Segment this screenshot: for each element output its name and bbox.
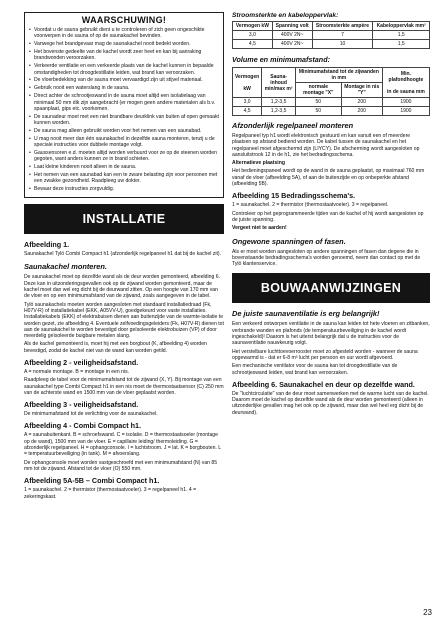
montage-paragraph: Als de kachel gemonteerd is, moet hij met een borgbout (K, afbeelding 4) worden bevestigd, zodat de kachel niet van de wand kan worden getild.: [24, 341, 207, 354]
table-cell: 4,5: [233, 40, 273, 49]
warning-item: • Het bovenste gedeelte van de kachel wordt zeer heet en kan bij aanraking brandwonden veroorzaken.: [29, 49, 219, 62]
table-cell: 1900: [382, 107, 429, 116]
table-cell: 10: [312, 40, 373, 49]
volume-caption: Volume en minimumafstand:: [232, 55, 330, 64]
bold-note-text: Vergeet niet te aarden!: [232, 225, 287, 232]
warning-title: WAARSCHUWING!: [81, 15, 167, 25]
header-text: Min. plafondhoogte: [388, 70, 424, 83]
warning-list: [29, 27, 219, 193]
table-cell: 3,0: [233, 31, 273, 40]
warning-box: [24, 12, 224, 198]
ongewone-heading: Ongewone spanningen of fasen.: [232, 236, 346, 246]
table-header: Montage in nis "Y": [341, 83, 382, 98]
warning-item: • Direct achter de schrootjeswand in de sauna moet altijd een isolatielaag van minimaal 50 mm dik zijn aangebracht (er mogen geen andere materialen als b.v. spaanplaat, gips etc. voorkomen.: [29, 93, 219, 112]
installatie-banner: INSTALLATIE: [24, 204, 224, 234]
table-cell: 1,5: [373, 31, 430, 40]
table-header: Spanning volt: [272, 22, 312, 31]
warning-item: • Bewaar deze instructies zorgvuldig.: [29, 186, 219, 192]
afb15-text: 1 = saunakachel. 2 = thermistor (thermostaatvoeler). 3 = regelpaneel.: [232, 202, 389, 209]
afb5-text: 1 = saunakachel. 2 = thermistor (thermostaatvoeler). 3 = regelpaneel h1. 4 = zekeringskast.: [24, 487, 197, 500]
page-number: 23: [423, 608, 432, 617]
table-cell: 50: [296, 107, 342, 116]
volume-table: [232, 67, 430, 116]
afb2-heading: Afbeelding 2 - veiligheidsafstand.: [24, 358, 139, 367]
warning-item: • De saunadeur moet met een niet brandbare deurklink van buiten af open gemaakt kunnen worden.: [29, 114, 219, 127]
table-row: [233, 40, 430, 49]
table-header: Minimumafstand tot de zijwanden in mm: [296, 68, 383, 83]
alt-heading-text: Alternatieve plaatsing: [232, 160, 285, 167]
warning-item: • Vanwege het brandgevaar mag de saunakachel nooit bedekt worden.: [29, 41, 219, 47]
table-header: Kabeloppervlak mm²: [373, 22, 430, 31]
warning-item: • De vloerbedekking van de sauna moet vervaardigd zijn uit stijvel materiaal.: [29, 77, 219, 83]
warning-item: • Verkeerde ventilatie en een verkeerde plaats van de kachel kunnen in bepaalde omstandigheden tot droogdestillatie leiden, wat brand kan veroorzaken.: [29, 63, 219, 76]
table-cell: 400V 2N~: [272, 31, 312, 40]
table-cell: 1900: [382, 98, 429, 107]
table-cell: 400V 2N~: [272, 40, 312, 49]
afb15-paragraph: Controleer op het geprogrammeerde tijden van de kachel of hij wordt aangesloten op de juiste spanning.: [232, 210, 424, 223]
afb2-text: Raadpleeg de tabel voor de minimumafstand tot de zijwand (X, Y). Bij montage van een saunakachel type Combi Compact h1 in een nis moet de thermostaatsensor (C) 250 mm van de achterste wand en 1500 mm van de vloer geplaatst worden.: [24, 377, 224, 396]
afb1-text: Saunakachel Tylö Combi Compact h1 (afzonderlijk regelpaneel h1 dat bij de kachel zit).: [24, 251, 221, 258]
warning-item: • Voordat u de sauna gebruikt dient u te controleren of zich geen ongeschikte voorwerpen in de sauna of op de saunakachel bevinden.: [29, 27, 219, 40]
regelpaneel-text: Regelpaneel typ h1 wordt elektronisch gestuurd en kan vanuit een of meerdere plaatsen op afstand bediend worden. De kabel tussen de saunakachel en het regelpaneel moet afgeschermd zijn (LIYCY). De afscherming wordt aangesloten op aansluitstrook 12 in de h1, zie het bedradingsschema.: [232, 133, 420, 158]
warning-item: • U mag nooit meer dan één saunakachel in dezelfde sauna monteren, tenzij u de speciale instructies voor dubbele montage volgt.: [29, 136, 219, 149]
bouwaanwijzingen-banner: BOUWAANWIJZINGEN: [232, 273, 430, 303]
afb1-heading: Afbeelding 1.: [24, 240, 70, 250]
afb6-heading: Afbeelding 6. Saunakachel en deur op dezelfde wand.: [232, 379, 415, 389]
stroom-table: [232, 21, 430, 49]
header-text: Vermogen: [235, 73, 260, 80]
afb4-text: De ophangconsole moet worden vastgeschroefd met een minimumafstand (N) van 85 mm tot de zijwand. Afstand tot de vloer (O) 550 mm.: [24, 459, 218, 472]
afb15-bold-note: [232, 225, 430, 231]
table-cell: 1,2-3,5: [262, 107, 296, 116]
table-header: [262, 68, 296, 98]
regelpaneel-heading: Afzonderlijk regelpaneel monteren: [232, 121, 354, 130]
right-column: [232, 12, 430, 418]
afb3-heading: Afbeelding 3 - veiligheidsafstand.: [24, 400, 139, 410]
warning-item: • Het nemen van een saunabad kan een te zware belasting zijn voor personen met een zwakke gezondheid. Raadpleeg uw dokter.: [29, 172, 219, 185]
table-cell: 1,5: [373, 40, 430, 49]
table-cell: 3,0: [233, 98, 262, 107]
warning-item: • Laat kleine kinderen nooit alleen in de sauna.: [29, 164, 219, 170]
table-row: [233, 107, 430, 116]
table-row: [233, 98, 430, 107]
table-cell: 1,2-3,5: [262, 98, 296, 107]
table-header: [382, 68, 429, 98]
warning-item: • Gaussensoren e.d. moeten altijd worden verbuurd voor ze op de steenen worden gegoten, want anders kunnen ze in brand schieten.: [29, 150, 219, 163]
table-header: Vermogen kW: [233, 22, 273, 31]
afb4-heading: Afbeelding 4 - Combi Compact h1.: [24, 421, 142, 431]
regelpaneel-text: Het bedieningspaneel wordt op de wand in de sauna geplaatst, op maximaal 760 mm vanaf de vloer (afbeelding 5A), of aan de buitenzijde en op onbeperkte afstand (afbeelding 5B).: [232, 168, 425, 188]
table-header: normale montage "X": [296, 83, 342, 98]
table-cell: 7: [312, 31, 373, 40]
ventilatie-text: Een verkeerd ontworpen ventilatie in de sauna kan leiden tot hete vloeren en zitbanken, verbrande wanden en plafonds (de temperatuurbeveiliging in de kachel wordt ingeschakeld)! Daarom is het uiterst belangrijk dat u de instructies voor de saunaventilatie nauwkeurig volgt.: [232, 321, 430, 347]
warning-item: • Gebruik nooit een waterslang in de sauna.: [29, 85, 219, 91]
stroom-caption: Stroomsterkte en kabeloppervlak:: [232, 12, 339, 19]
table-header: Stroomsterkte ampère: [312, 22, 373, 31]
table-cell: 200: [341, 98, 382, 107]
header-text: Sauna-inhoud: [270, 73, 287, 86]
left-column: [24, 12, 224, 502]
ventilatie-text: Een mechanische ventilator voor de sauna kan tot droogdestillatie van de schrootjeswand leiden, wat brand kan veroorzaken.: [232, 363, 398, 376]
ongewone-text: Als er moet worden aangesloten op andere spanningen of fasen dan degene die in bovenstaande bedradingsschema's worden genoemd, neem dan contact op met de Tylö klantenservice.: [232, 248, 421, 268]
table-cell: 4,5: [233, 107, 262, 116]
header-text: in de sauna mm: [387, 88, 425, 95]
afb4-text: A = saunabuitenkant. B = schroefswand. C = isolatie. D = thermostaatsoeler (montage op de wand), 1500 mm van de vloer. E = capillaire leiding/ thermoleiding. G = afzonderlijk regelpaneel. H = ophangconsole. I = luchtstroom. J = lat. K = borgbouten. L = temperatuurbeveiliging (in tank). M = afvoerslang.: [24, 432, 221, 458]
afb15-heading: Afbeelding 15 Bedradingsschema's.: [232, 191, 356, 201]
table-cell: 50: [296, 98, 342, 107]
montage-paragraph: Tylö saunakachels moeten worden aangesloten met standaard installatiedraad (Fk, H07V-R) of installatiekabel (EKK, A05VV-U), goedgekeurd voor vaste installaties. Installatiekabels (EKK) of elektrabuisen dienen aan buitenzijde van de warmte-isolatie te worden gezet, zie afbeelding 4. Eventuele zelfvoedingsgeleiders (Fk, H07V-R) dienen tot aan de saunakachel te worden bevestigd door geïsoleerde elektrobuizen (VP) of door meerdelig geïsoleerde buigbare metalen slang.: [24, 301, 224, 340]
montage-paragraph: De saunakachel moet op dezelfde wand als de deur worden gemonteerd, afbeelding 6. Deze kan in uitzonderingsgevallen ook op de zijwand worden gemonteerd, maar de kachel moet dan wel erg dicht bij de deurwand zitten. Op een hoogte van 170 mm van de vloer en op een minimumafstand van de zijwand, zoals aangegeven in de tabel.: [24, 274, 220, 300]
table-cell: 200: [341, 107, 382, 116]
afb3-text: De minimumafstand tot de verlichting voor de saunakachel.: [24, 411, 158, 418]
warning-item: • De sauna mag alleen gebruikt worden voor het nemen van een saunabad.: [29, 128, 219, 134]
header-text: min/max m³: [264, 85, 293, 92]
afb5-heading: Afbeelding 5A-5B – Combi Compact h1.: [24, 476, 160, 486]
table-header: [233, 68, 262, 98]
header-text: kW: [243, 85, 251, 92]
regelpaneel-alt-heading: [232, 160, 430, 166]
ventilatie-heading: De juiste saunaventilatie is erg belangrijk!: [232, 309, 380, 319]
table-row: [233, 31, 430, 40]
afb2-text: A = normale montage. B = montage in een nis.: [24, 369, 130, 375]
ventilatie-text: Het verstelbare luchttoevoerrooster moet zo afgesteld worden - wanneer de sauna opgewarmd is - dat er 6-8 m³ lucht per persoon en uur wordt afgevoerd.: [232, 348, 418, 361]
afb6-text: De "luchtcirculatie" van de deur moet samenwerken met de warme lucht van de kachel. Daarom moet de kachel op dezelfde wand als de deur worden gemonteerd (alleen in uitzonderlijke gevallen mag het ook op de zijwand, maar dan wel heel erg dicht bij de deurwand).: [232, 390, 429, 416]
montage-heading: Saunakachel monteren.: [24, 262, 107, 272]
